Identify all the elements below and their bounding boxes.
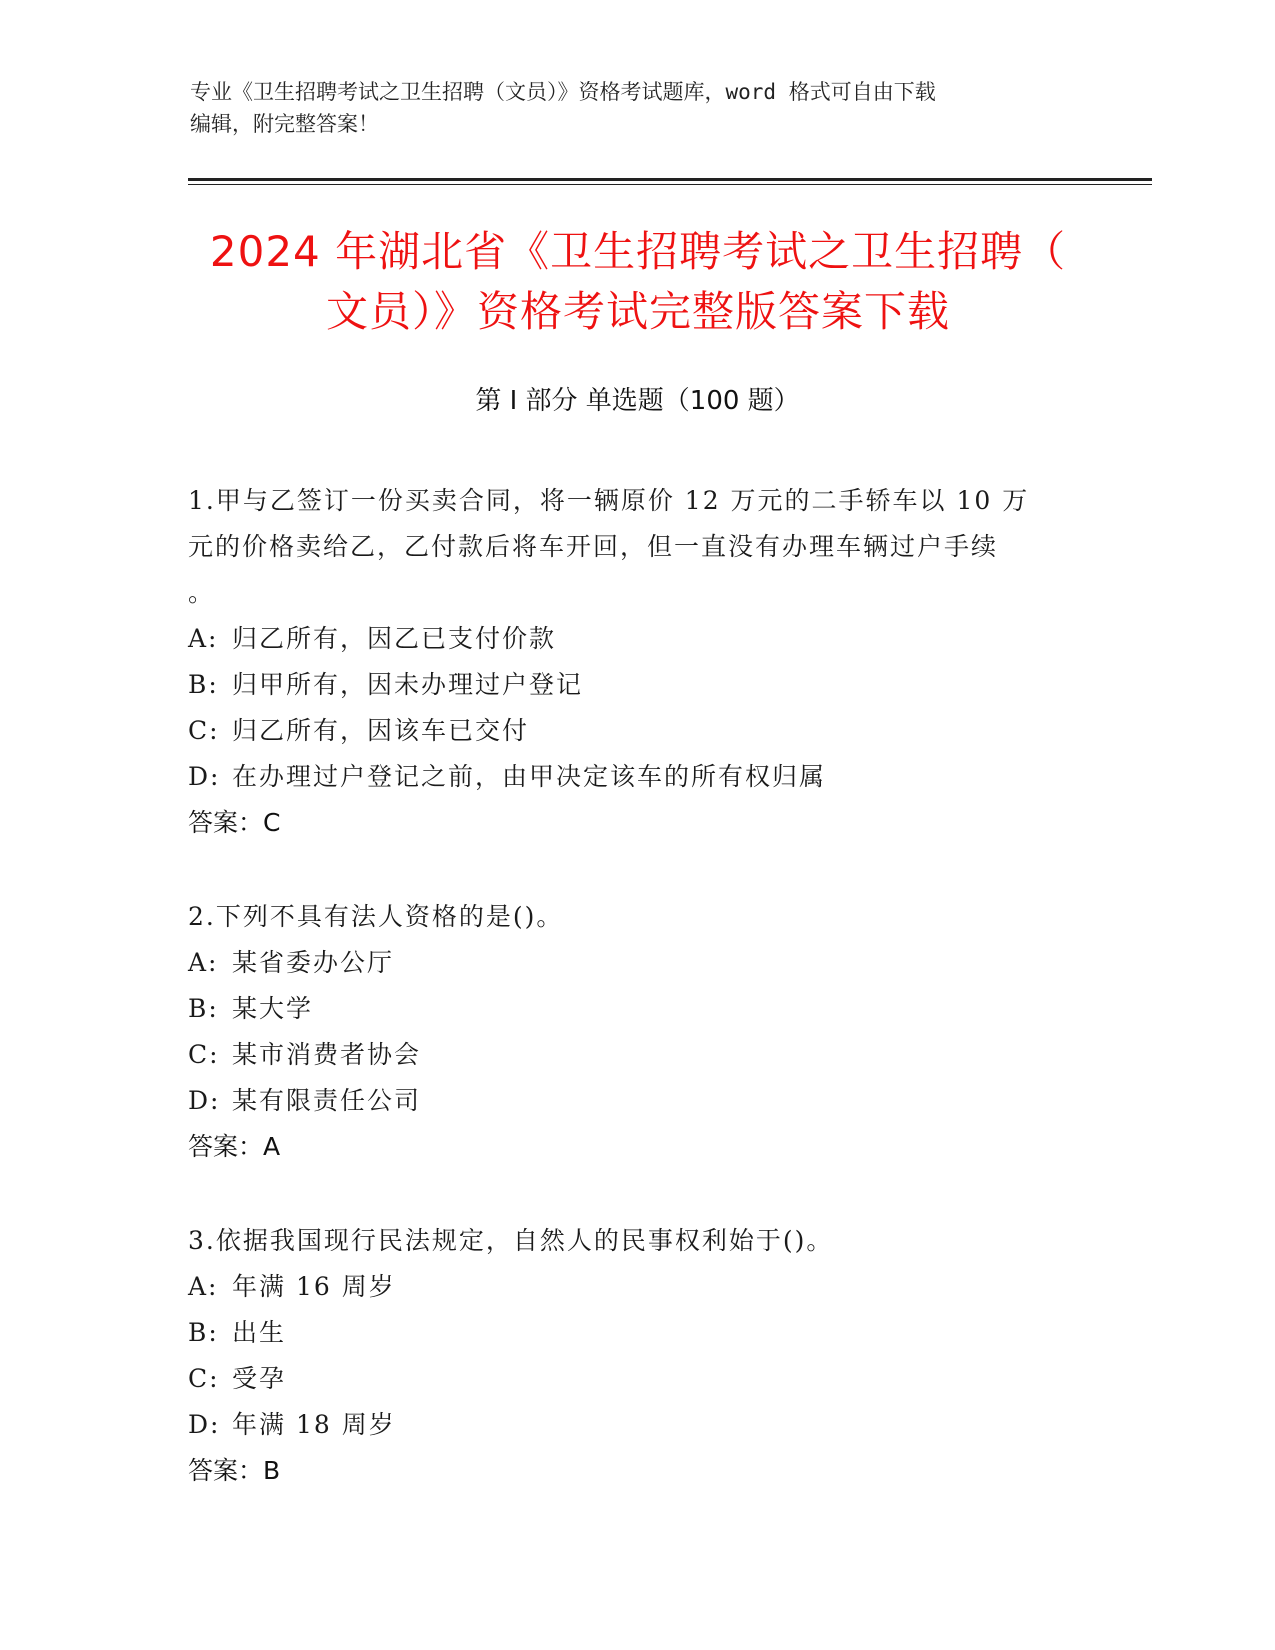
question-1 — [188, 478, 1068, 846]
question-stem: 1.甲与乙签订一份买卖合同，将一辆原价 12 万元的二手轿车以 10 万 — [188, 486, 1030, 515]
section-title: 第 I 部分 单选题（100 题） — [475, 386, 800, 416]
header-rule-thick — [188, 178, 1152, 181]
document-title — [150, 222, 1126, 342]
question-2 — [188, 894, 1068, 1170]
option-text: 某大学 — [232, 994, 314, 1023]
option-key: C: — [188, 716, 220, 745]
option-b — [188, 662, 1068, 708]
header-rule-thin — [188, 184, 1152, 185]
option-a — [188, 940, 1068, 986]
option-key: B: — [188, 1318, 219, 1347]
option-c — [188, 708, 1068, 754]
option-text: 年满 18 周岁 — [232, 1410, 396, 1439]
question-list — [188, 478, 1068, 1542]
option-key: C: — [188, 1364, 220, 1393]
document-title-line2: 文员）》资格考试完整版答案下载 — [325, 287, 950, 336]
header-note — [190, 76, 1090, 140]
option-key: D: — [188, 762, 221, 791]
answer: 答案：A — [188, 1132, 281, 1161]
question-stem: 。 — [188, 578, 216, 607]
option-key: D: — [188, 1086, 221, 1115]
option-a — [188, 616, 1068, 662]
option-d — [188, 754, 1068, 800]
answer: 答案：C — [188, 808, 281, 837]
option-a — [188, 1264, 1068, 1310]
question-3 — [188, 1218, 1068, 1494]
option-key: D: — [188, 1410, 221, 1439]
option-text: 某市消费者协会 — [232, 1040, 422, 1069]
document-title-line1: 2024 年湖北省《卫生招聘考试之卫生招聘（ — [209, 227, 1067, 276]
option-key: B: — [188, 670, 219, 699]
option-key: C: — [188, 1040, 220, 1069]
question-stem: 元的价格卖给乙，乙付款后将车开回，但一直没有办理车辆过户手续 — [188, 532, 999, 561]
option-d — [188, 1078, 1068, 1124]
option-text: 归乙所有，因该车已交付 — [232, 716, 530, 745]
question-stem: 3.依据我国现行民法规定，自然人的民事权利始于()。 — [188, 1226, 834, 1255]
option-text: 在办理过户登记之前，由甲决定该车的所有权归属 — [232, 762, 827, 791]
question-stem: 2.下列不具有法人资格的是()。 — [188, 902, 564, 931]
option-text: 归甲所有，因未办理过户登记 — [232, 670, 584, 699]
option-c — [188, 1032, 1068, 1078]
header-note-line2: 编辑，附完整答案！ — [190, 112, 379, 136]
option-text: 某省委办公厅 — [232, 948, 395, 977]
option-c — [188, 1356, 1068, 1402]
option-key: A: — [188, 624, 219, 653]
option-text: 年满 16 周岁 — [232, 1272, 396, 1301]
option-key: B: — [188, 994, 219, 1023]
option-text: 某有限责任公司 — [232, 1086, 422, 1115]
header-note-line1: 专业《卫生招聘考试之卫生招聘（文员）》资格考试题库，word 格式可自由下载 — [190, 80, 936, 104]
option-key: A: — [188, 948, 219, 977]
option-d — [188, 1402, 1068, 1448]
option-b — [188, 1310, 1068, 1356]
option-key: A: — [188, 1272, 219, 1301]
option-text: 受孕 — [232, 1364, 287, 1393]
answer: 答案：B — [188, 1456, 281, 1485]
option-text: 出生 — [232, 1318, 287, 1347]
option-text: 归乙所有，因乙已支付价款 — [232, 624, 557, 653]
option-b — [188, 986, 1068, 1032]
